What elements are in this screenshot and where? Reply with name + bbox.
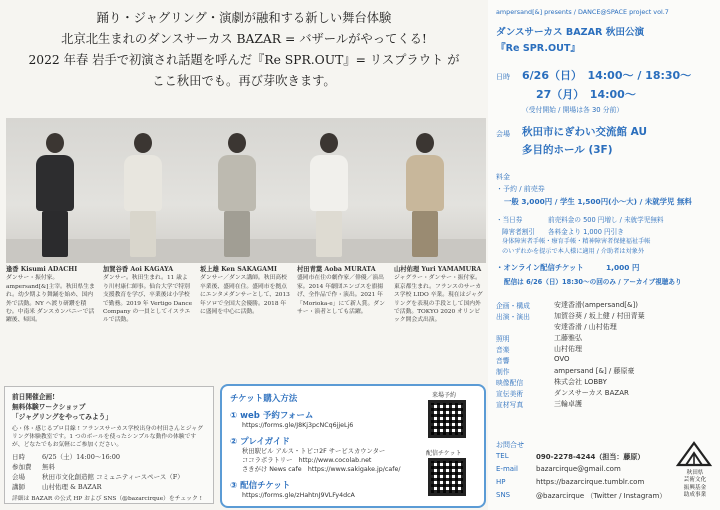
performer-bio xyxy=(200,266,290,316)
fee-discount-note: 身体障害者手帳・療育手帳・精神障害者保健福祉手帳 xyxy=(502,238,651,245)
ticket-place[interactable]: さきがけ News cafe https://www.sakigake.jp/cafe/ xyxy=(242,466,401,473)
event-title: ダンスサーカス BAZAR 秋田公演 xyxy=(496,27,645,38)
contact-phone[interactable]: 090-2278-4244（担当：藤原） xyxy=(536,453,645,461)
performer-desc: ジャグラー・ダンサー・振付家。東京都生まれ。フランスのサーカス学校 LIDO 卒業。現在はジャグリングを表現の手段として国内外で活動。TOKYO 2020 オリンピック開会式出演。 xyxy=(394,275,483,324)
ticket-header: チケット購入方法 xyxy=(230,394,298,404)
performer-desc: ダンサー。秋田生まれ。11 歳より川村康仁師事。仙台大学で特別支援教育を学び、卒業後は小学校で勤務。2019 年 Vertigo Dance Company の一員としてイスラエルで活動。 xyxy=(103,275,193,324)
performer-bio xyxy=(103,266,193,325)
intro-line: ここ秋田でも。再び芽吹きます。 xyxy=(152,74,336,88)
ticket-place[interactable]: ココラボラトリー http://www.cocolab.net xyxy=(242,457,372,464)
performer-name: 山村佑理 Yuri YAMAMURA xyxy=(394,266,482,273)
contact-website[interactable]: https://bazarcirque.tumblr.com xyxy=(536,478,645,486)
date-line: 6/26（日） 14:00〜 / 18:30〜 xyxy=(522,69,692,82)
performer-figure xyxy=(406,133,444,257)
workshop-row: 会場 秋田市文化創造館 コミュニティースペース（F） xyxy=(12,473,184,481)
qr-label: 配信チケット xyxy=(426,450,462,457)
performer-figure xyxy=(124,133,162,257)
ticket-place: 秋田駅ビル アルス・トピコ2F サービスカウンター xyxy=(242,448,386,455)
date-note: （受付開始 / 開場は各 30 分前） xyxy=(522,106,624,114)
performer-name: 逢香 Kisumi ADACHI xyxy=(6,266,78,273)
fee-discount-note: のいずれかを提示で本人様に適用 / 介助者は対象外 xyxy=(502,248,645,255)
ticket-method: ① web 予約フォーム xyxy=(230,411,314,421)
workshop-box xyxy=(4,386,214,504)
venue-label: 会場 xyxy=(496,130,510,138)
venue-line: 秋田市にぎわい交流館 AU xyxy=(522,126,647,138)
online-note: 配信は 6/26（日）18:30〜の回のみ / アーカイブ視聴あり xyxy=(504,278,682,286)
workshop-title: 無料体験ワークショップ xyxy=(12,403,86,411)
workshop-note: 詳細は BAZAR の公式 HP および SNS（@bazarcirque）をチェック ! xyxy=(12,496,202,502)
intro-line: 踊り・ジャグリング・演劇が融和する新しい舞台体験 xyxy=(96,11,392,25)
fee-discount-label: 障害者割引 xyxy=(502,228,535,236)
intro-text xyxy=(0,8,488,92)
venue-line: 多目的ホール (3F) xyxy=(522,144,613,156)
fee-head: ・予約 / 前売券 xyxy=(496,185,545,193)
performer-desc: ダンサー・振付家。ampersand[&]主宰。秋田県生まれ。幼少期より舞踊を始め、国内外で活動。NY へ渡り研鑽を積む。中南米 ダンスカンパニーで活躍後、帰国。 xyxy=(6,275,95,324)
online-ticket-label: ・オンライン配信チケット xyxy=(496,263,584,272)
fee-label: 料金 xyxy=(496,173,510,181)
ticket-link[interactable]: https://forms.gle/zHahtnJ9VLFy4dcA xyxy=(242,492,355,499)
right-panel: ampersand[&] presents / DANCE@SPACE project vol.7 ダンスサーカス BAZAR 秋田公演 『Re SPR.OUT』 日時 6/26（日） 14:00〜 / 18:30〜 27（月） 14:00〜 （受付開始 / 開場は各 30 分前） 会場 秋田市にぎわい交流館 AU 多目的ホール (3F) 料金 ・予約 / 前売券 一般 3,000円 / 学生 1,500円(小〜大) / 未就学児 無料 ・当日券 前売料金の 500 円増し / 未就学児無料 障害者割引 各料金より 1,000 円引き 身体障害者手帳・療育手帳・精神障害者保健福祉手帳 のいずれかを提示で本人様に適用 / 介助者は対象外 ・オンライン配信チケット 1,000 円 配信は 6/26（日）18:30〜の回のみ / アーカイブ視聴あり 企画・構成 安達香滑(ampersand[&]) 出演・演出 加賀谷葵 / 坂上健 / 村田青葉 安達香滑 / 山村佑理 照明 工藤雅弘 音楽 山村佑理 音響 OVO 制作 ampersand [&] / 藤原豪 映像配信 株式会社 LOBBY 宣伝美術 ダンスサーカス BAZAR 宣材写真 三輪卓護 お問合せ TEL 090-2278-4244（担当：藤原） E-mail bazarcirque@gmail.com HP https://bazarcirque.tumblr.com SNS @bazarcirque （Twitter / Instagram） xyxy=(488,0,720,510)
fee-general: 一般 3,000円 / 学生 1,500円(小〜大) / 未就学児 無料 xyxy=(504,197,692,206)
performer-figure xyxy=(218,133,256,257)
contact-sns[interactable]: @bazarcirque （Twitter / Instagram） xyxy=(536,492,667,500)
intro-line: 北京北生まれのダンスサーカス BAZAR = バザールがやってくる! xyxy=(61,32,427,46)
performer-desc: ダンサー／ダンス講師。秋田高校卒業後、盛岡在住。盛岡市を拠点にエンタメダンサーとして、2013 年ソロで全国大会優勝。2018 年に盛岡を中心に活動。 xyxy=(200,275,290,316)
performer-desc: 盛岡市在住の劇作家／俳優／演出家。2014 年劇団エンゴスを旗揚げ、全作品で作・演出。2021 年「Morioka-e」にて新人賞。ダンサー・演者としても活躍。 xyxy=(297,275,385,316)
performer-bio xyxy=(297,266,387,316)
intro-line: 2022 年春 岩手で初演され話題を呼んだ『Re SPR.OUT』= リスプラウト が xyxy=(28,53,460,67)
qr-label: 来場予約 xyxy=(432,392,457,399)
performer-name: 坂上雄 Ken SAKAGAMI xyxy=(200,266,277,273)
fee-door-value: 前売料金の 500 円増し / 未就学児無料 xyxy=(548,216,664,224)
contact-email[interactable]: bazarcirque@gmail.com xyxy=(536,465,621,473)
online-ticket-price: 1,000 円 xyxy=(606,263,640,272)
ticket-method: ② プレイガイド xyxy=(230,437,290,447)
contact-heading: お問合せ xyxy=(496,441,524,449)
workshop-row: 日時 6/25（土）14:00〜16:00 xyxy=(12,453,121,461)
fee-door-label: ・当日券 xyxy=(496,216,523,224)
qr-code-icon[interactable] xyxy=(428,458,466,496)
ticket-method: ③ 配信チケット xyxy=(230,481,291,491)
project-line: ampersand[&] presents / DANCE@SPACE project vol.7 xyxy=(496,8,669,16)
performer-name: 村田青葉 Aoba MURATA xyxy=(297,266,376,273)
cast-photo xyxy=(6,118,486,263)
performer-bio xyxy=(6,266,96,325)
performer-figure xyxy=(36,133,74,257)
workshop-title: 「ジャグリングをやってみよう」 xyxy=(12,413,113,421)
qr-code-icon[interactable] xyxy=(428,400,466,438)
date-label: 日時 xyxy=(496,73,510,81)
workshop-title: 前日開催企画! xyxy=(12,393,56,401)
foundation-logo-icon xyxy=(674,441,714,467)
ticket-link[interactable]: https://forms.gle/J8Kj3pcNCq6jjeLj6 xyxy=(242,422,354,429)
event-subtitle: 『Re SPR.OUT』 xyxy=(496,43,581,54)
foundation-logo-text: 秋田県 芸術文化 振興基金 助成事業 xyxy=(683,470,707,499)
performer-bio xyxy=(394,266,484,325)
date-line: 27（月） 14:00〜 xyxy=(536,88,636,101)
workshop-row: 参加費 無料 xyxy=(12,463,55,471)
workshop-desc: 心・体・感じるプロ目線 ! フランスサーカス学校出身の村田さんとジャグリング体験教室です。1 つのボールを使ったシンプルな動作の体験ですが、どなたでもお気軽にご参加ください。 xyxy=(12,426,203,448)
workshop-row: 講師 山村佑理 & BAZAR xyxy=(12,483,102,491)
fee-discount-value: 各料金より 1,000 円引き xyxy=(548,228,624,236)
performer-figure xyxy=(310,133,348,257)
performer-name: 加賀谷香 Aoi KAGAYA xyxy=(103,266,174,273)
ticket-box xyxy=(220,384,486,508)
